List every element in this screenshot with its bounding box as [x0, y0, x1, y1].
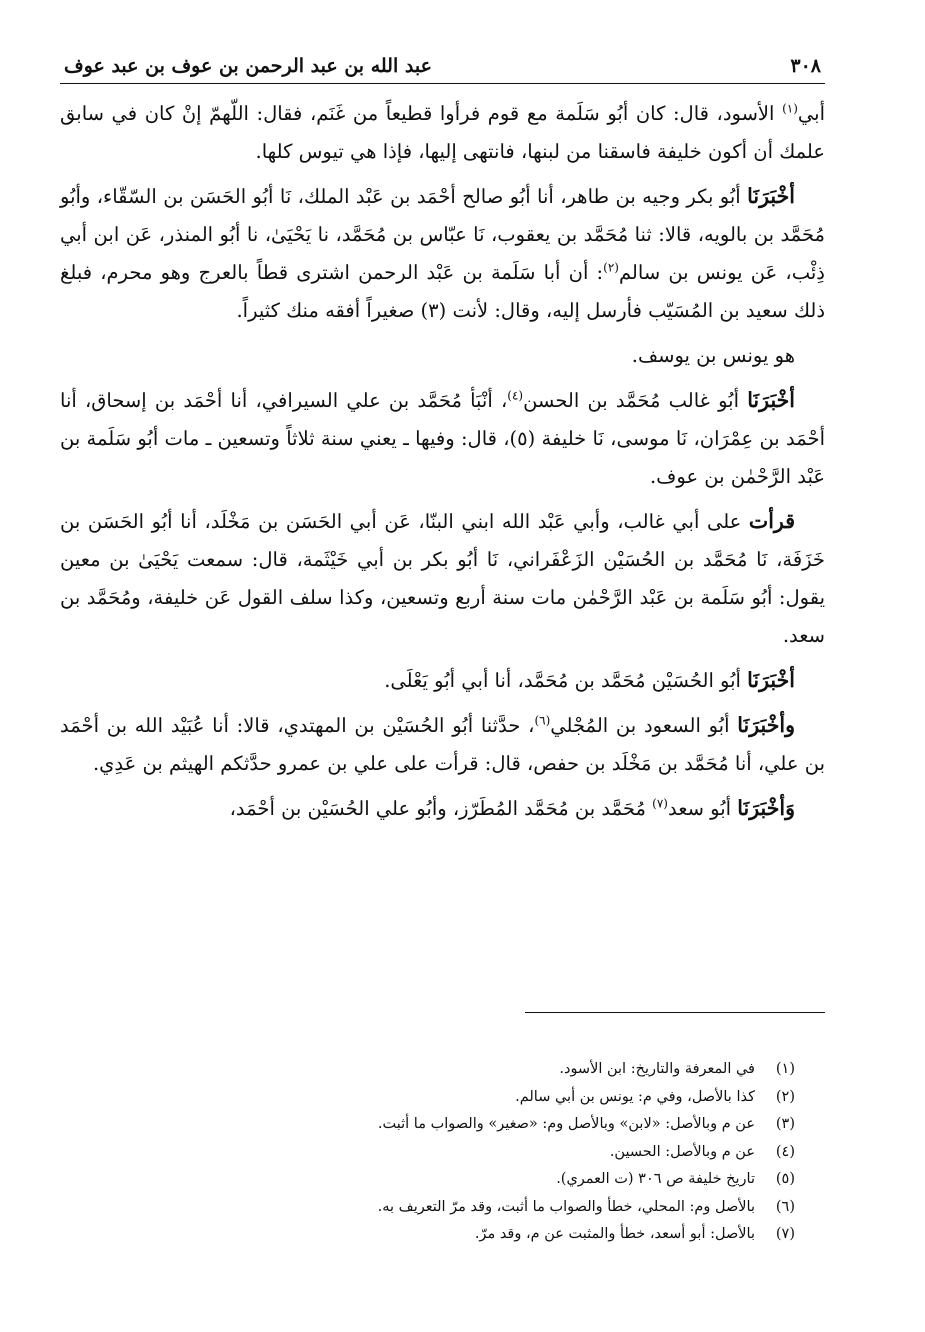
paragraph-lead: وأخْبَرَنَا: [737, 713, 795, 737]
footnote-number: (٣): [775, 1116, 795, 1132]
footnote-text: تاريخ خليفة ص ٣٠٦ (ت العمري).: [556, 1171, 755, 1187]
footnote-ref: (١): [782, 101, 798, 116]
paragraph-rest: : أن أبا سَلَمة بن عَبْد الرحمن اشترى قطاً بالعرج وهو محرم، فبلغ ذلك سعيد بن المُسَيّب فأرسل إليه، وقال: لأنت (٣) صغيراً أفقه منك كثيراً.: [60, 261, 825, 322]
footnote: [75, 1221, 795, 1249]
paragraph-lead: أخْبَرَنَا: [747, 184, 795, 208]
paragraph: [60, 789, 825, 828]
paragraph-text: أبُو غالب مُحَمَّد بن الحسن: [523, 389, 748, 412]
paragraph-lead: أخْبَرَنَا: [747, 388, 796, 412]
page-header: [60, 55, 825, 84]
paragraph-text: أبي: [797, 102, 825, 125]
paragraph-text: على أبي غالب، وأبي عَبْد الله ابني البنّا، عَن أبي الحَسَن بن مَخْلَد، أنا أبُو الحَسَن بن خَزَفَة، نَا مُحَمَّد بن الحُسَيْن الزَعْفَراني، نَا أبُو بكر بن أبي خَيْثَمة، قال: سمعت يَحْيَىٰ بن معين يقول: أبُو سَلَمة بن عَبْد الرَّحْمٰن مات سنة أربع وتسعين، وكذا سلف القول عَن خليفة، ومُحَمَّد بن سعد.: [60, 510, 825, 647]
footnote-ref: (٦): [534, 713, 551, 728]
footnote-number: (٥): [775, 1171, 795, 1187]
footnote-number: (٦): [775, 1198, 795, 1215]
paragraph: [60, 336, 825, 375]
paragraph-text: أبُو الحُسَيْن مُحَمَّد بن مُحَمَّد، أنا أبي أبُو يَعْلَى.: [384, 669, 748, 692]
paragraph: [60, 177, 825, 330]
footnote: [75, 1166, 795, 1194]
page: [60, 55, 825, 834]
paragraph-text: أبُو بكر وجيه بن طاهر، أنا أبُو صالح أحْمَد بن عَبْد الملك، نَا أبُو الحَسَن بن السّقّاء، وأبُو مُحَمَّد بن بالويه، قالا: ثنا مُحَمَّد بن يعقوب، نَا عبّاس بن مُحَمَّد، نا يَحْيَىٰ، نا أبُو المنذر، عَن ابن أبي ذِئْب، عَن يونس بن سالم: [60, 185, 825, 284]
footnote-text: في المعرفة والتاريخ: ابن الأسود.: [559, 1061, 755, 1077]
footnotes: [75, 1056, 795, 1249]
paragraph-text: أبُو السعود بن المُجْلي: [550, 714, 738, 737]
footnote-text: بالأصل: أبو أسعد، خطأ والمثبت عن م، وقد مرّ.: [474, 1226, 755, 1242]
footnote-text: عن م وبالأصل: «لابن» وبالأصل وم: «صغير» والصواب ما أثبت.: [377, 1116, 755, 1132]
paragraph-rest: مُحَمَّد بن مُحَمَّد المُطَرّز، وأبُو علي الحُسَيْن بن أحْمَد،: [229, 797, 653, 820]
footnote: [75, 1194, 795, 1222]
footnote-ref: (٧): [652, 796, 668, 811]
paragraph: [60, 502, 825, 655]
footnote-number: (١): [775, 1061, 795, 1077]
paragraph: [60, 706, 825, 783]
paragraph-lead: أخْبَرَنَا: [747, 668, 795, 692]
footnote-number: (٧): [775, 1226, 795, 1242]
footnote-text: بالأصل وم: المحلي، خطأ والصواب ما أثبت، وقد مرّ التعريف به.: [377, 1198, 755, 1215]
footnote-separator: [525, 1012, 825, 1013]
paragraph-rest: الأسود، قال: كان أبُو سَلَمة مع قوم فرأوا قطيعاً من غَنَم، فقال: اللّهمّ إنْ كان في سابق علمك أن أكون خليفة فاسقنا من لبنها، فانتهى إليها، فإذا هي تيوس كلها.: [60, 102, 825, 163]
paragraph: [60, 94, 825, 171]
paragraph-lead: قرأت: [748, 509, 795, 533]
main-text: [60, 94, 825, 828]
footnote: [75, 1056, 795, 1084]
footnote-number: (٢): [775, 1088, 795, 1105]
footnote: [75, 1084, 795, 1112]
footnote-number: (٤): [775, 1143, 795, 1160]
paragraph-text: أبُو سعد: [667, 797, 738, 820]
footnote-ref: (٢): [603, 260, 619, 275]
paragraph-rest: ، أنْبَأ مُحَمَّد بن علي السيرافي، أنا أحْمَد بن إسحاق، أنا أحْمَد بن عِمْرَان، نَا موسى، نَا خليفة (٥)، قال: وفيها ـ يعني سنة ثلاثاً وتسعين ـ مات أبُو سَلَمة بن عَبْد الرَّحْمٰن بن عوف.: [60, 389, 825, 488]
paragraph: [60, 381, 825, 496]
running-title: عبد الله بن عبد الرحمن بن عوف بن عبد عوف: [64, 55, 432, 77]
footnote-text: عن م وبالأصل: الحسين.: [609, 1143, 755, 1160]
paragraph-lead: وَأخْبَرَنَا: [737, 796, 795, 820]
paragraph-text: هو يونس بن يوسف.: [631, 344, 795, 367]
footnote: [75, 1139, 795, 1167]
page-number: ٣٠٨: [790, 55, 821, 77]
paragraph: [60, 661, 825, 700]
footnote: [75, 1111, 795, 1139]
footnote-text: كذا بالأصل، وفي م: يونس بن أبي سالم.: [515, 1088, 755, 1105]
footnote-ref: (٤): [507, 388, 524, 403]
paragraph-rest: ، حدَّثنا أبُو الحُسَيْن بن المهتدي، قالا: أنا عُبَيْد الله بن أحْمَد بن علي، أنا مُحَمَّد بن مَخْلَد بن حفص، قال: قرأت على علي بن عمرو حدَّثكم الهيثم بن عَدِي.: [60, 714, 825, 775]
